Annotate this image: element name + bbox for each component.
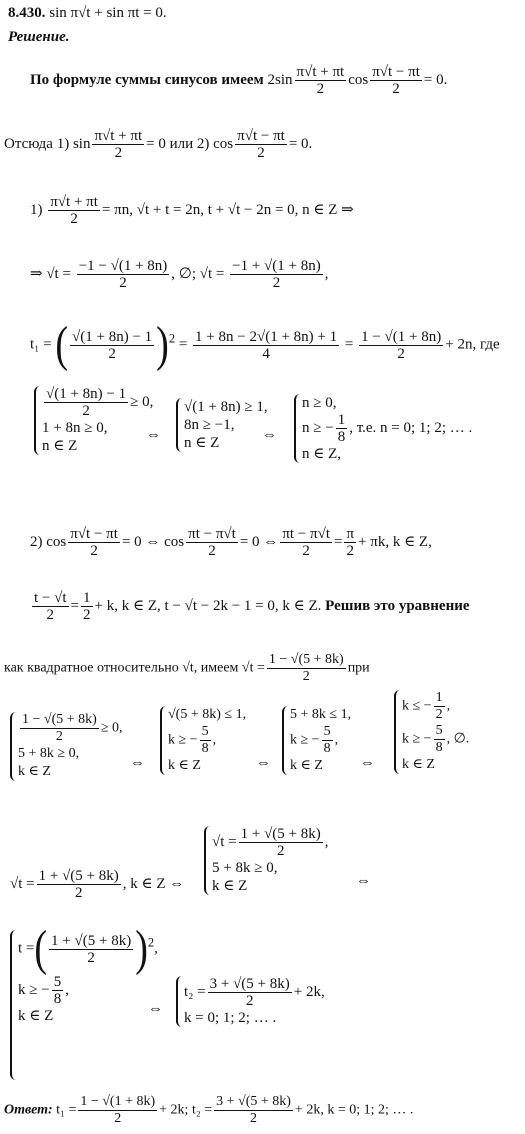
condition: k ∈ Z [290,758,323,773]
t1-tail: + 2n, где [445,336,500,353]
fraction [78,1094,157,1127]
power: 2 [147,935,155,950]
denominator: 8 [435,740,443,755]
condition-part: k ≥ − [402,731,432,747]
hence-tail: = 0. [288,135,313,152]
case2b-bold: Решив это уравнение [325,597,470,614]
answer-part: t₁ = [56,1102,77,1118]
condition: √(5 + 8k) ≤ 1, [168,707,247,722]
denominator: 2 [82,403,90,419]
fraction [434,690,445,723]
fraction [214,1094,293,1127]
numerator: πt − π√t [188,526,236,542]
condition: 1 + 8n ≥ 0, [42,420,108,436]
numerator: −1 + √(1 + 8n) [232,258,321,274]
numerator: −1 − √(1 + 8n) [78,258,168,274]
numerator: 5 [435,723,443,738]
numerator: 5 [323,724,331,739]
problem-equation: sin π√t + sin πt = 0. [49,5,167,21]
condition: k = 0; 1; 2; … . [184,1010,277,1026]
fraction [48,194,100,227]
equiv-arrow: ⇔ [256,755,271,771]
condition-part: k ≤ − [402,698,432,714]
fraction [186,526,238,559]
condition-part: k ≥ − [18,981,50,998]
system2-a [10,712,123,781]
numerator: π [346,526,355,542]
numerator: π√t + πt [94,128,143,144]
fraction [434,723,445,756]
denominator: 2 [272,275,281,291]
hence-mid: = 0 или 2) cos [146,135,234,152]
numerator: 1 − √(1 + 8k) [80,1094,156,1109]
answer-part: + 2k; t₂ = [159,1102,213,1118]
condition: k ∈ Z [18,1008,54,1024]
numerator: 5 [53,974,62,990]
denominator: 8 [323,741,331,756]
condition-part: , [324,833,329,850]
condition-part: , [212,732,217,748]
case-label: 1) [30,201,43,218]
denominator: 2 [397,345,405,362]
equiv-arrow: ⇔ [262,427,277,443]
hence-text: Отсюда 1) sin [4,135,91,152]
formula-mid: cos [348,71,369,88]
condition: k ∈ Z [212,878,248,894]
equiv-arrow: ⇔ [130,755,145,771]
denominator: 8 [53,991,62,1007]
system1-left [34,386,153,455]
denominator: 2 [119,275,127,291]
system2-b [160,706,246,775]
case2b-tail: + k, k ∈ Z, t − √t − 2k − 1 = 0, k ∈ Z. [94,597,322,614]
fraction [37,868,121,901]
denominator: 2 [74,885,83,901]
denominator: 2 [108,345,116,362]
equals: = [70,597,79,614]
fraction [32,590,69,623]
roots-lead: ⇒ √t = [30,265,71,282]
system2-d [394,690,469,774]
condition-part: √t = [212,833,237,850]
answer-part: + 2k, k = 0; 1; 2; … . [294,1102,414,1118]
condition-part: t₂ = [184,983,206,1000]
formula-lead: 2sin [267,71,293,88]
t1-line [30,317,500,373]
formula-text: По формуле суммы синусов имеем [30,71,264,88]
numerator: 3 + √(5 + 8k) [216,1094,291,1109]
numerator: √(1 + 8n) − 1 [46,386,127,402]
numerator: 1 + 8n − 2√(1 + 8n) + 1 [195,328,338,345]
case1-line [30,194,354,227]
case1-roots-line [30,258,329,291]
paren-open: ( [34,921,48,977]
denominator: 8 [201,741,209,756]
system1-right [294,394,472,463]
denominator: 2 [435,707,443,722]
fraction [322,724,333,757]
case2-mid: = 0 ⇔ [239,533,279,550]
system4-result [176,976,325,1027]
denominator: 2 [302,669,310,684]
equals: = [344,336,354,353]
problem-number: 8.430. [8,5,46,21]
answer-line [4,1094,413,1127]
case2c-line [4,652,370,685]
roots-mid: , ∅; √t = [171,265,225,282]
condition: √(1 + 8n) ≥ 1, [184,399,268,415]
fraction [70,329,154,362]
numerator: 1 + √(5 + 8k) [240,826,321,842]
case2c-tail: при [347,660,370,676]
denominator: 8 [337,429,346,445]
numerator: π√t + πt [296,64,345,80]
case2-lead: 2) cos [30,533,67,550]
fraction [235,128,287,161]
fraction [267,652,346,685]
fraction [20,712,99,745]
fraction [370,64,422,97]
condition: 5 + 8k ≥ 0, [212,860,278,876]
numerator: πt − π√t [282,526,330,542]
condition: n ∈ Z, [302,446,342,462]
fraction [77,258,170,291]
fraction [44,386,128,419]
condition-part: n ≥ − [302,419,334,436]
numerator: π√t − πt [372,64,420,80]
equals: = [178,336,188,353]
hence-line [4,128,312,161]
power: 2 [168,331,176,346]
denominator: 2 [90,543,98,559]
equiv-arrow: ⇔ [360,755,375,771]
equiv-arrow: ⇔ [356,873,371,889]
fraction [193,329,339,362]
condition-part: k ≥ − [168,732,198,748]
answer-label: Ответ: [4,1102,53,1118]
condition-part: , [334,732,339,748]
numerator: √(1 + 8n) − 1 [72,328,153,345]
condition: k ∈ Z [168,758,201,773]
condition-part: , т.е. n = 0; 1; 2; … . [349,419,473,436]
denominator: 2 [114,145,123,161]
paren-open: ( [55,317,69,373]
numerator: 1 + √(5 + 8k) [38,868,119,884]
condition-part: , ∅. [446,731,470,747]
numerator: π√t − πt [70,526,118,542]
denominator: 2 [276,843,285,859]
denominator: 2 [87,949,95,966]
problem-header [8,4,167,22]
numerator: t − √t [34,590,67,606]
numerator: 1 − √(5 + 8k) [268,652,344,667]
condition: ≥ 0, [130,393,154,410]
numerator: 1 [337,412,346,428]
condition: ≥ 0, [100,720,123,736]
condition: n ≥ 0, [302,395,337,411]
t1-lead: t₁ = [30,336,52,353]
condition-part: , [446,698,451,714]
denominator: 2 [250,1111,258,1126]
denominator: 4 [262,345,270,362]
fraction [49,933,133,966]
fraction [239,826,323,859]
fraction [359,329,443,362]
condition: k ∈ Z [18,764,51,779]
fraction [295,64,347,97]
fraction [52,974,64,1007]
system4 [10,921,158,1080]
sys3-mid: , k ∈ Z ⇔ [122,875,185,892]
paren-close: ) [156,317,169,373]
condition-part: t = [18,940,35,957]
denominator: 2 [208,543,216,559]
system1-mid [176,398,268,452]
condition: 5 + 8k ≤ 1, [290,707,352,722]
fraction [336,412,348,445]
condition-part: + 2k, [293,983,325,1000]
case2-tail: + πk, k ∈ Z, [358,533,432,550]
denominator: 2 [114,1111,122,1126]
sys3-line [10,868,184,901]
case2c-text: как квадратное относительно √t, имеем √t = [4,660,265,676]
denominator: 2 [46,607,55,623]
numerator: 1 [83,590,91,606]
case1-tail: = πn, √t + t = 2n, t + √t − 2n = 0, n ∈ Z ⇒ [101,201,354,218]
case2b-line [30,590,470,623]
condition: 5 + 8k ≥ 0, [18,746,80,761]
fraction [208,976,292,1009]
numerator: 1 [435,690,443,705]
denominator: 2 [346,543,354,559]
system3 [204,826,329,895]
condition-part: , [65,981,69,998]
formula-tail: = 0. [423,71,448,88]
fraction [68,526,120,559]
case2-mid: = 0 ⇔ cos [121,533,185,550]
paren-close: ) [135,921,148,977]
fraction [81,590,93,623]
case2-mid: = [334,533,343,550]
condition: n ∈ Z [184,435,220,451]
numerator: 1 − √(5 + 8k) [22,712,97,727]
fraction [200,724,211,757]
denominator: 2 [83,607,91,623]
fraction [92,128,144,161]
formula-line [30,64,447,97]
system2-c [282,706,351,775]
numerator: 1 + √(5 + 8k) [51,932,132,949]
numerator: π√t − πt [237,128,285,144]
denominator: 2 [70,211,78,227]
fraction [230,258,323,291]
numerator: 1 − √(1 + 8n) [361,328,442,345]
sys3-lead: √t = [10,875,35,892]
numerator: 5 [201,724,209,739]
denominator: 2 [245,993,254,1009]
denominator: 2 [302,543,310,559]
condition: 8n ≥ −1, [184,417,235,433]
denominator: 2 [316,81,325,97]
denominator: 2 [257,145,265,161]
solution-label: Решение. [8,29,70,45]
equiv-arrow: ⇔ [146,427,161,443]
denominator: 2 [55,729,63,744]
equiv-arrow: ⇔ [148,1001,163,1017]
condition: k ∈ Z [402,757,435,772]
fraction [280,526,332,559]
condition-part: k ≥ − [290,732,320,748]
roots-tail: , [324,265,329,282]
denominator: 2 [392,81,400,97]
condition: n ∈ Z [42,438,78,454]
numerator: π√t + πt [50,194,98,210]
case2-line [30,526,432,559]
fraction [344,526,356,559]
numerator: 3 + √(5 + 8k) [209,976,290,992]
condition-part: , [154,940,158,957]
